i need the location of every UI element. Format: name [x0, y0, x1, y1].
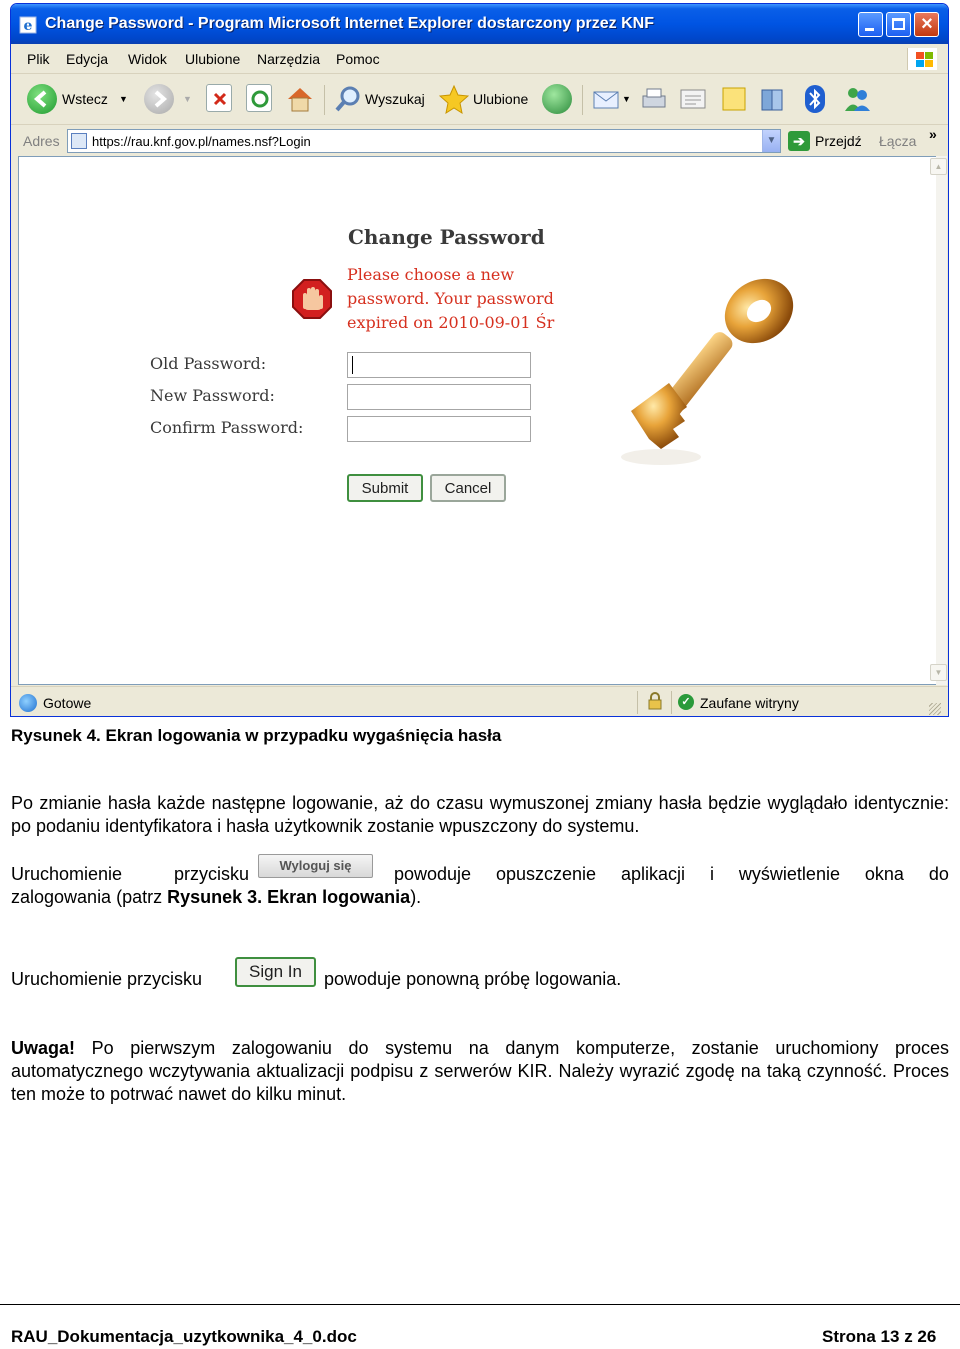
address-dropdown-icon[interactable]: ▼ [762, 130, 780, 152]
messenger-icon[interactable] [841, 84, 873, 114]
windows-logo-icon [907, 48, 937, 70]
golden-key-image [591, 261, 811, 481]
back-dropdown-icon[interactable]: ▼ [119, 94, 128, 104]
page-status-icon [19, 694, 37, 712]
edit-icon[interactable] [678, 84, 708, 114]
footer-divider [0, 1304, 960, 1305]
back-arrow-icon[interactable] [27, 84, 57, 114]
scroll-up-icon[interactable]: ▲ [930, 158, 947, 175]
footer-page-number: Strona 13 z 26 [822, 1327, 937, 1346]
mail-dropdown-icon[interactable]: ▼ [622, 94, 631, 104]
close-button[interactable] [914, 12, 939, 37]
old-password-input[interactable] [347, 352, 531, 378]
close-icon: × [921, 13, 933, 35]
minimize-icon [865, 28, 874, 31]
lock-icon[interactable] [648, 692, 662, 710]
menu-file[interactable]: Plik [27, 51, 50, 67]
title-bar[interactable] [11, 4, 948, 44]
figure-caption: Rysunek 4. Ekran logowania w przypadku wygaśnięcia hasła [11, 726, 502, 745]
page-content [18, 156, 936, 685]
page-title: Change Password [348, 225, 545, 249]
resize-grip-icon[interactable] [929, 703, 941, 715]
figure-reference: Rysunek 3. Ekran logowania [167, 887, 411, 907]
paragraph-signin-start: Uruchomienie przycisku [11, 969, 203, 989]
submit-button[interactable]: Submit [347, 474, 423, 502]
trusted-zone-icon: ✓ [678, 694, 694, 710]
browser-window [10, 3, 949, 717]
vertical-scrollbar[interactable] [936, 156, 947, 685]
back-label[interactable]: Wstecz [62, 91, 108, 107]
paragraph-note [11, 1037, 949, 1106]
p2-text-start: zalogowania (patrz [11, 887, 168, 907]
note-label: Uwaga! [11, 1038, 76, 1058]
svg-text:e: e [23, 18, 33, 34]
menu-edit[interactable]: Edycja [66, 51, 109, 67]
status-text: Gotowe [43, 695, 92, 711]
ie-logo-icon [19, 16, 37, 34]
menu-favorites[interactable]: Ulubione [185, 51, 241, 67]
footer-filename: RAU_Dokumentacja_uzytkownika_4_0.doc [11, 1327, 357, 1346]
paragraph-logout-line2 [11, 886, 421, 909]
address-label: Adres [23, 133, 60, 149]
favorites-star-icon[interactable] [439, 84, 469, 114]
menu-help[interactable]: Pomoc [336, 51, 380, 67]
page-icon [71, 133, 87, 149]
go-arrow-icon[interactable]: ➔ [788, 131, 810, 151]
mail-icon[interactable] [591, 84, 621, 114]
window-title: Change Password - Program Microsoft Internet Explorer dostarczony przez KNF [45, 15, 654, 32]
old-password-label: Old Password: [150, 354, 267, 373]
standard-toolbar [11, 75, 948, 125]
word: Uruchomienie [11, 864, 123, 884]
go-button[interactable]: Przejdź [815, 133, 862, 149]
address-url[interactable]: https://rau.knf.gov.pl/names.nsf?Login [92, 134, 311, 149]
paragraph-password-change: Po zmianie hasła każde następne logowanie, aż do czasu wymuszonej zmiany hasła będzie wyglądało identycznie: po podaniu identyfikatora i hasła użytkownik zostanie wpuszczony do systemu. [11, 793, 949, 836]
print-icon[interactable] [639, 84, 669, 114]
minimize-button[interactable] [858, 12, 883, 37]
discuss-icon[interactable] [719, 84, 749, 114]
new-password-input[interactable] [347, 384, 531, 410]
paragraph-signin-end: powoduje ponowną próbę logowania. [324, 969, 622, 989]
maximize-icon [892, 18, 905, 30]
history-icon[interactable] [542, 84, 572, 114]
favorites-label[interactable]: Ulubione [473, 91, 529, 107]
p2-text-end: ). [410, 887, 422, 907]
search-label[interactable]: Wyszukaj [365, 91, 425, 107]
links-label[interactable]: Łącza [879, 133, 917, 149]
word: i [709, 864, 714, 884]
word: aplikacji [621, 864, 686, 884]
cancel-button[interactable]: Cancel [430, 474, 506, 502]
new-password-label: New Password: [150, 386, 275, 405]
research-icon[interactable] [758, 84, 788, 114]
word: wyświetlenie [738, 864, 840, 884]
word: przycisku [173, 864, 249, 884]
confirm-password-input[interactable] [347, 416, 531, 442]
word: powoduje [394, 864, 472, 884]
forward-dropdown-icon[interactable]: ▼ [183, 94, 192, 104]
scroll-down-icon[interactable]: ▼ [930, 664, 947, 681]
bluetooth-icon[interactable] [804, 84, 826, 114]
stop-hand-icon [291, 278, 333, 320]
forward-arrow-icon[interactable] [144, 84, 174, 114]
maximize-button[interactable] [886, 12, 911, 37]
search-icon[interactable] [333, 84, 363, 114]
menu-tools[interactable]: Narzędzia [257, 51, 321, 67]
address-input[interactable] [67, 129, 781, 153]
address-bar [11, 126, 948, 156]
logout-button: Wyloguj się [258, 854, 373, 878]
refresh-icon[interactable] [246, 84, 272, 112]
expiry-message: Please choose a new password. Your password expired on 2010-09-01 Śr [347, 265, 555, 332]
note-text: Po pierwszym zalogowaniu do systemu na danym komputerze, zostanie uruchomiony proces automatycznego wczytywania aktualizacji podpisu z serwerów KIR. Należy wyrazić zgodę na taką czynność. Proces ten może to potrwać nawet do kilku minut. [11, 1038, 949, 1104]
word: okna [864, 864, 904, 884]
menu-view[interactable]: Widok [128, 51, 167, 67]
stop-icon[interactable] [206, 84, 232, 112]
confirm-password-label: Confirm Password: [150, 418, 304, 437]
home-icon[interactable] [285, 84, 315, 114]
status-bar [11, 686, 948, 717]
security-zone-text: Zaufane witryny [700, 695, 799, 711]
text-caret [352, 356, 353, 374]
signin-button: Sign In [235, 957, 316, 987]
menu-bar [11, 44, 948, 74]
word: opuszczenie [496, 864, 597, 884]
chevron-right-icon[interactable]: » [929, 126, 937, 142]
word: do [928, 864, 949, 884]
